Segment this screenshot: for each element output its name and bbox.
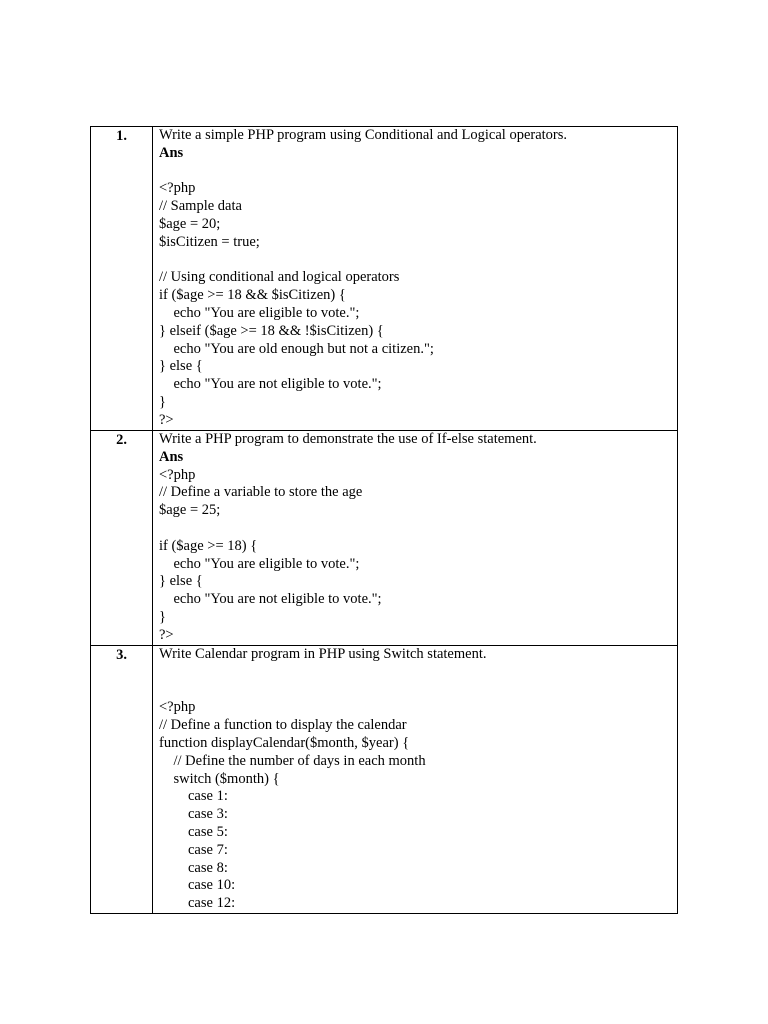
code-line: echo "You are not eligible to vote.";: [159, 376, 382, 393]
code-line: case 1:: [159, 788, 228, 805]
code-line: if ($age >= 18 && $isCitizen) {: [159, 287, 346, 304]
question-title: Write a simple PHP program using Conditional and Logical operators.: [159, 127, 568, 143]
question-content: [153, 431, 678, 646]
code-blank-line: [159, 520, 677, 538]
code-line: $age = 20;: [159, 215, 221, 232]
question-title: Write a PHP program to demonstrate the use of If-else statement.: [159, 431, 537, 447]
code-line: ?>: [159, 626, 174, 643]
code-line: if ($age >= 18) {: [159, 537, 258, 554]
code-line: ?>: [159, 411, 174, 428]
code-line: // Using conditional and logical operators: [159, 269, 400, 286]
code-blank-line: [159, 664, 677, 682]
questions-table-body: [91, 127, 678, 914]
code-blank-line: [159, 682, 677, 700]
code-line: // Define the number of days in each month: [159, 752, 426, 769]
question-row-1: [91, 127, 678, 431]
code-line: // Define a function to display the calendar: [159, 717, 407, 734]
code-blank-line: [159, 252, 677, 270]
code-line: <?php: [159, 699, 196, 716]
code-line: $age = 25;: [159, 502, 221, 519]
code-line: case 8:: [159, 859, 228, 876]
question-number: 1.: [91, 127, 153, 431]
code-line: echo "You are eligible to vote.";: [159, 304, 360, 321]
code-line: echo "You are old enough but not a citizen.";: [159, 340, 434, 357]
code-line: } else {: [159, 358, 203, 375]
code-line: case 3:: [159, 806, 228, 823]
code-line: case 10:: [159, 877, 236, 894]
code-line: } else {: [159, 573, 203, 590]
code-line: } elseif ($age >= 18 && !$isCitizen) {: [159, 322, 384, 339]
code-line: case 12:: [159, 895, 236, 912]
code-line: $isCitizen = true;: [159, 233, 260, 250]
code-line: case 7:: [159, 841, 228, 858]
question-number: 2.: [91, 431, 153, 646]
code-line: <?php: [159, 466, 196, 483]
code-line: echo "You are eligible to vote.";: [159, 555, 360, 572]
code-block: [159, 664, 677, 913]
code-line: function displayCalendar($month, $year) {: [159, 734, 410, 751]
code-line: case 5:: [159, 823, 228, 840]
code-line: }: [159, 608, 166, 625]
code-block: [159, 467, 677, 645]
code-line: }: [159, 393, 166, 410]
code-blank-line: [159, 163, 677, 181]
questions-table: [90, 126, 678, 914]
question-row-3: [91, 646, 678, 914]
code-line: // Define a variable to store the age: [159, 484, 363, 501]
code-line: switch ($month) {: [159, 770, 280, 787]
question-row-2: [91, 431, 678, 646]
question-content: [153, 646, 678, 914]
answer-label: Ans: [159, 144, 184, 161]
code-line: // Sample data: [159, 198, 242, 215]
code-block: [159, 163, 677, 430]
code-line: <?php: [159, 180, 196, 197]
question-content: [153, 127, 678, 431]
question-title: Write Calendar program in PHP using Switch statement.: [159, 646, 487, 662]
answer-label: Ans: [159, 448, 184, 465]
code-line: echo "You are not eligible to vote.";: [159, 591, 382, 608]
question-number: 3.: [91, 646, 153, 914]
